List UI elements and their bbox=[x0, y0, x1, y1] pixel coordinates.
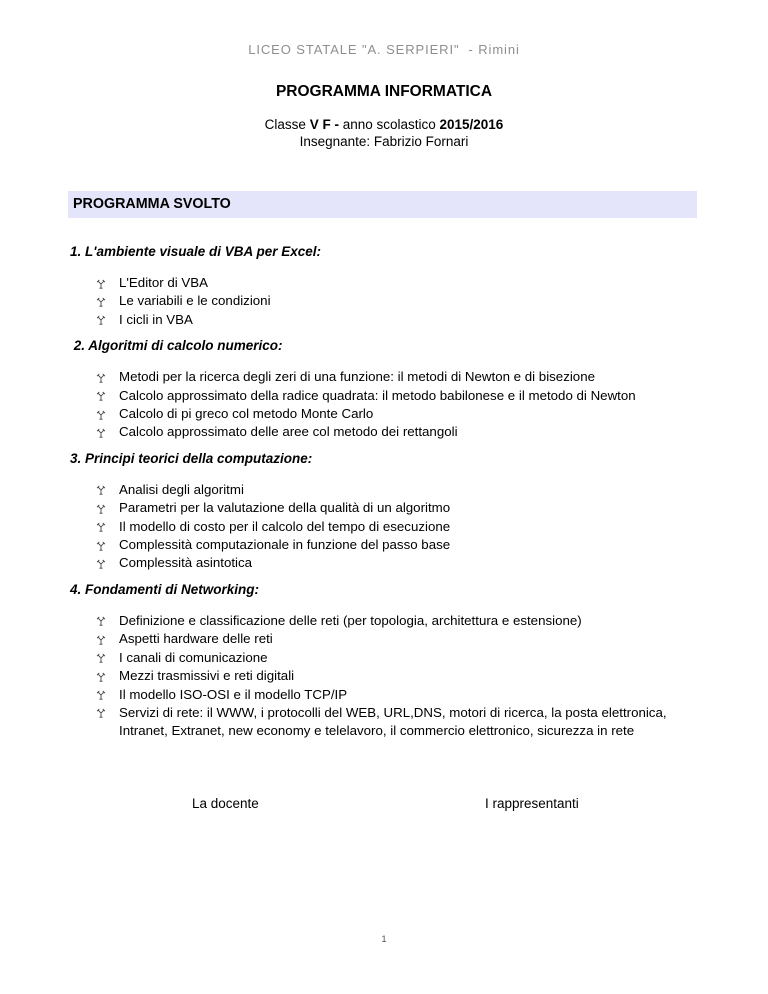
list-item bbox=[70, 274, 697, 292]
page-title: PROGRAMMA INFORMATICA bbox=[275, 83, 493, 100]
section-heading: 2. Algoritmi di calcolo numerico: bbox=[70, 338, 283, 354]
list-item bbox=[70, 311, 697, 329]
item-list bbox=[70, 612, 697, 741]
item-text: Parametri per la valutazione della qualità di un algoritmo bbox=[119, 500, 451, 516]
item-text: Il modello di costo per il calcolo del tempo di esecuzione bbox=[119, 518, 451, 534]
list-item bbox=[70, 612, 697, 630]
list-item bbox=[70, 423, 697, 441]
class-line-segment: Classe bbox=[264, 117, 310, 132]
list-item bbox=[70, 387, 697, 405]
programma-svolto-label: PROGRAMMA SVOLTO bbox=[73, 196, 231, 212]
turned-y-bullet-icon bbox=[96, 690, 106, 700]
item-text: Calcolo approssimato delle aree col metodo dei rettangoli bbox=[119, 424, 458, 440]
page-number: 1 bbox=[381, 934, 387, 945]
item-list bbox=[70, 368, 697, 442]
item-text: L'Editor di VBA bbox=[119, 275, 209, 290]
turned-y-bullet-icon bbox=[96, 315, 106, 325]
programma-svolto-band bbox=[68, 191, 697, 218]
class-line-segment: 2015/2016 bbox=[439, 117, 504, 132]
turned-y-bullet-icon bbox=[96, 373, 106, 383]
turned-y-bullet-icon bbox=[96, 559, 106, 569]
list-item bbox=[70, 499, 697, 517]
list-item bbox=[70, 667, 697, 685]
class-line-segment: V F - bbox=[309, 117, 343, 132]
program-section bbox=[70, 244, 697, 329]
turned-y-bullet-icon bbox=[96, 428, 106, 438]
list-item bbox=[70, 686, 697, 704]
turned-y-bullet-icon bbox=[96, 708, 106, 718]
item-text: Complessità computazionale in funzione del passo base bbox=[119, 537, 451, 553]
list-item bbox=[70, 368, 697, 386]
turned-y-bullet-icon bbox=[96, 541, 106, 551]
program-section bbox=[70, 582, 697, 741]
item-text: Definizione e classificazione delle reti (per topologia, architettura e estensione) bbox=[119, 612, 582, 628]
turned-y-bullet-icon bbox=[96, 410, 106, 420]
item-text: Aspetti hardware delle reti bbox=[119, 631, 273, 647]
class-line-segment: anno scolastico bbox=[342, 117, 440, 132]
item-list bbox=[70, 274, 697, 329]
turned-y-bullet-icon bbox=[96, 522, 106, 532]
program-section bbox=[70, 338, 697, 442]
turned-y-bullet-icon bbox=[96, 297, 106, 307]
item-text: I cicli in VBA bbox=[119, 311, 193, 327]
list-item bbox=[70, 292, 697, 310]
item-text: Servizi di rete: il WWW, i protocolli del WEB, URL,DNS, motori di ricerca, la posta elettronica, Intranet, Extranet, new economy e telelavoro, il commercio elettronico, sicurezza in rete bbox=[119, 704, 667, 739]
item-text: Metodi per la ricerca degli zeri di una funzione: il metodi di Newton e di bisezione bbox=[119, 369, 595, 385]
item-text: Calcolo approssimato della radice quadrata: il metodo babilonese e il metodo di Newton bbox=[119, 387, 636, 403]
signature-rappresentanti: I rappresentanti bbox=[485, 796, 579, 811]
program-section bbox=[70, 451, 697, 573]
item-text: Mezzi trasmissivi e reti digitali bbox=[119, 668, 295, 684]
turned-y-bullet-icon bbox=[96, 504, 106, 514]
section-heading: 3. Principi teorici della computazione: bbox=[70, 450, 313, 466]
turned-y-bullet-icon bbox=[96, 672, 106, 682]
list-item bbox=[70, 630, 697, 648]
signature-la-docente: La docente bbox=[192, 796, 259, 811]
list-item bbox=[70, 554, 697, 572]
turned-y-bullet-icon bbox=[96, 485, 106, 495]
turned-y-bullet-icon bbox=[96, 279, 106, 289]
item-text: Il modello ISO-OSI e il modello TCP/IP bbox=[119, 686, 348, 702]
list-item bbox=[70, 518, 697, 536]
turned-y-bullet-icon bbox=[96, 391, 106, 401]
teacher-line: Insegnante: Fabrizio Fornari bbox=[299, 134, 469, 149]
list-item bbox=[70, 704, 697, 741]
class-line bbox=[0, 116, 768, 133]
turned-y-bullet-icon bbox=[96, 616, 106, 626]
section-heading: 4. Fondamenti di Networking: bbox=[70, 581, 260, 597]
section-heading: 1. L'ambiente visuale di VBA per Excel: bbox=[70, 244, 322, 259]
item-text: Analisi degli algoritmi bbox=[119, 481, 244, 497]
list-item bbox=[70, 405, 697, 423]
school-header: LICEO STATALE "A. SERPIERI" - Rimini bbox=[248, 42, 520, 57]
turned-y-bullet-icon bbox=[96, 653, 106, 663]
item-list bbox=[70, 481, 697, 573]
turned-y-bullet-icon bbox=[96, 635, 106, 645]
item-text: Complessità asintotica bbox=[119, 555, 253, 571]
list-item bbox=[70, 536, 697, 554]
item-text: Calcolo di pi greco col metodo Monte Carlo bbox=[119, 406, 374, 422]
list-item bbox=[70, 649, 697, 667]
item-text: Le variabili e le condizioni bbox=[119, 293, 271, 309]
list-item bbox=[70, 481, 697, 499]
program-sections bbox=[70, 218, 697, 741]
item-text: I canali di comunicazione bbox=[119, 649, 268, 665]
